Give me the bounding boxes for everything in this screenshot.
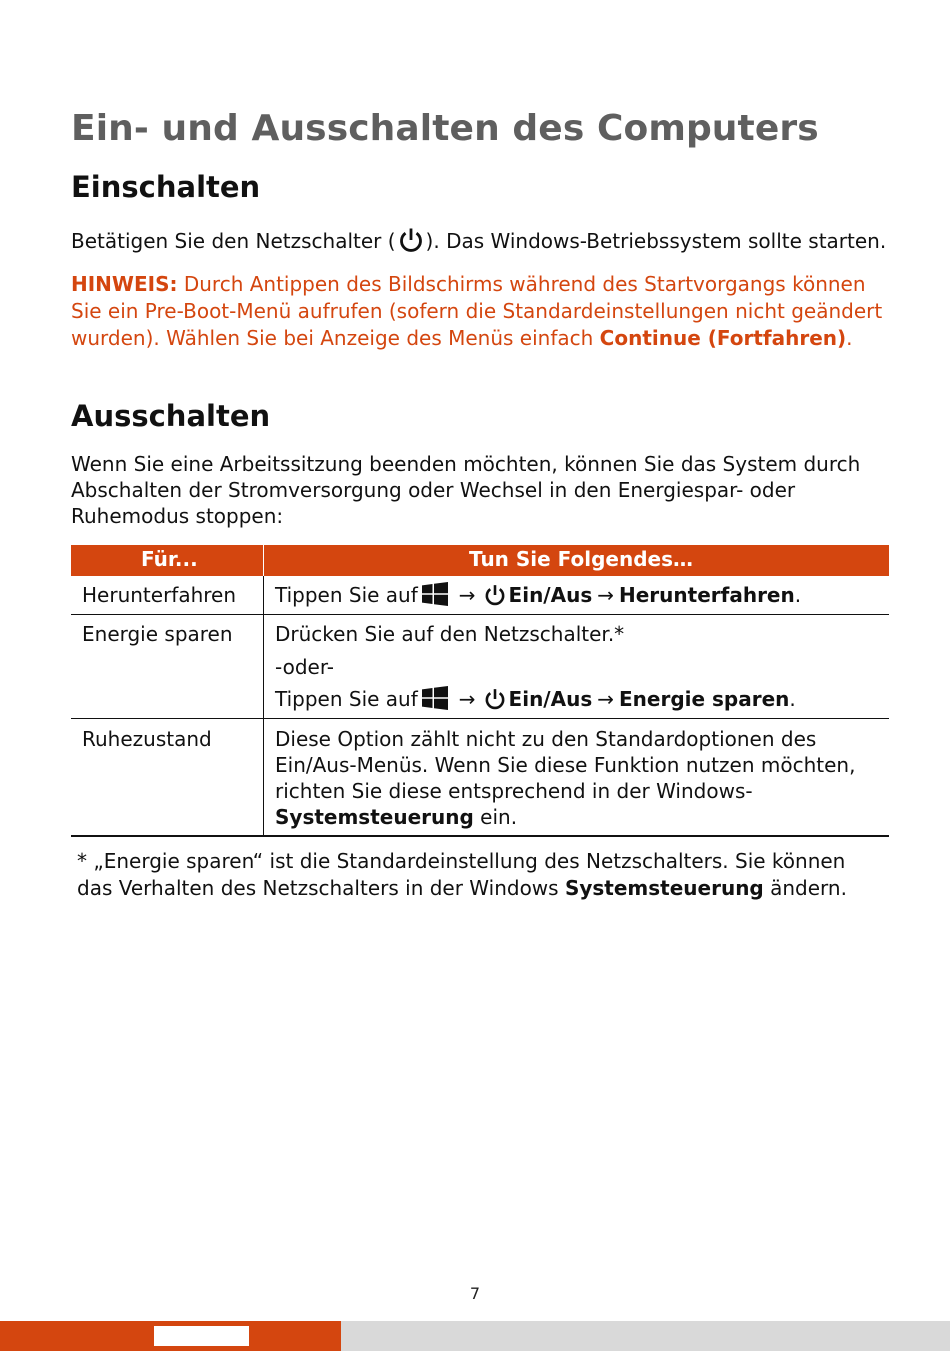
heading-einschalten: Einschalten [71, 170, 261, 204]
footnote-text: * „Energie sparen“ ist die Standardeinstellung des Netzschalters. Sie können das Verhalten des Netzschalters in der Windows [77, 849, 846, 900]
power-icon [483, 583, 507, 607]
row2-action-bold: Energie sparen [619, 687, 790, 711]
footnote-end: ändern. [763, 876, 847, 900]
table-row-3-text [275, 726, 885, 830]
windows-logo-icon [422, 582, 448, 606]
table-row-divider [71, 718, 889, 719]
power-icon [483, 687, 507, 711]
table-row-2-label: Energie sparen [82, 622, 233, 646]
power-off-intro: Wenn Sie eine Arbeitssitzung beenden möchten, können Sie das System durch Abschalten der Stromversorgung oder Wechsel in den Energiespar- oder Ruhemodus stoppen: [71, 452, 861, 528]
table-row-divider [71, 614, 889, 615]
table-row-2-line1: Drücken Sie auf den Netzschalter.* [275, 622, 625, 646]
row1-action-bold: Herunterfahren [619, 583, 795, 607]
footer-bar-white [154, 1326, 249, 1346]
row1-end: . [794, 583, 802, 607]
row3-text: Diese Option zählt nicht zu den Standardoptionen des Ein/Aus-Menüs. Wenn Sie diese Funktion nutzen möchten, richten Sie diese entsprechend in der Windows- [275, 727, 856, 803]
row1-tap-text: Tippen Sie auf [275, 583, 418, 607]
table-row-2-or: -oder- [275, 655, 334, 679]
footnote-systemsteuerung: Systemsteuerung [564, 876, 764, 900]
note-text: Durch Antippen des Bildschirms während des Startvorgangs können Sie ein Pre-Boot-Menü aufrufen (sofern die Standardeinstellungen nicht geändert wurden). Wählen Sie bei Anzeige des Menüs einfach [71, 272, 883, 350]
row3-systemsteuerung: Systemsteuerung [275, 805, 474, 829]
table-row-2-action [275, 686, 885, 712]
row1-einaus: Ein/Aus [508, 583, 593, 607]
arrow-icon: → [458, 687, 476, 711]
footer-bar-orange-top [154, 1321, 249, 1326]
heading-ausschalten: Ausschalten [71, 399, 271, 433]
page-title: Ein- und Ausschalten des Computers [71, 108, 819, 149]
footer-bar-gray [341, 1321, 950, 1351]
table-header-col1: Für... [141, 547, 198, 571]
arrow-icon: → [458, 583, 476, 607]
row2-end: . [789, 687, 796, 711]
table-col-divider [263, 576, 264, 837]
arrow-icon: → [597, 583, 614, 607]
note-label: HINWEIS: [71, 272, 178, 296]
footer-bar-orange-left [0, 1321, 154, 1351]
table-row-1-action [275, 582, 885, 608]
footnote [77, 848, 877, 902]
power-icon [397, 226, 425, 254]
arrow-icon: → [597, 687, 614, 711]
table-bottom-border [71, 835, 889, 837]
table-row-3-label: Ruhezustand [82, 727, 212, 751]
power-on-text-after: ). Das Windows-Betriebssystem sollte starten. [425, 229, 887, 253]
power-on-text-before: Betätigen Sie den Netzschalter ( [71, 229, 396, 253]
footer-bar-orange-right [249, 1321, 341, 1351]
row2-einaus: Ein/Aus [508, 687, 593, 711]
power-on-instruction [71, 226, 886, 254]
note-continue: Continue (Fortfahren) [599, 326, 847, 350]
table-header-col2: Tun Sie Folgendes… [469, 547, 694, 571]
row2-tap-text: Tippen Sie auf [275, 687, 418, 711]
note-end: . [846, 326, 853, 350]
note-hinweis [71, 271, 891, 352]
page-number: 7 [469, 1284, 481, 1303]
windows-logo-icon [422, 686, 448, 710]
row3-end: ein. [473, 805, 518, 829]
footer-bar-orange-bottom [154, 1346, 249, 1351]
table-row-1-label: Herunterfahren [82, 583, 237, 607]
